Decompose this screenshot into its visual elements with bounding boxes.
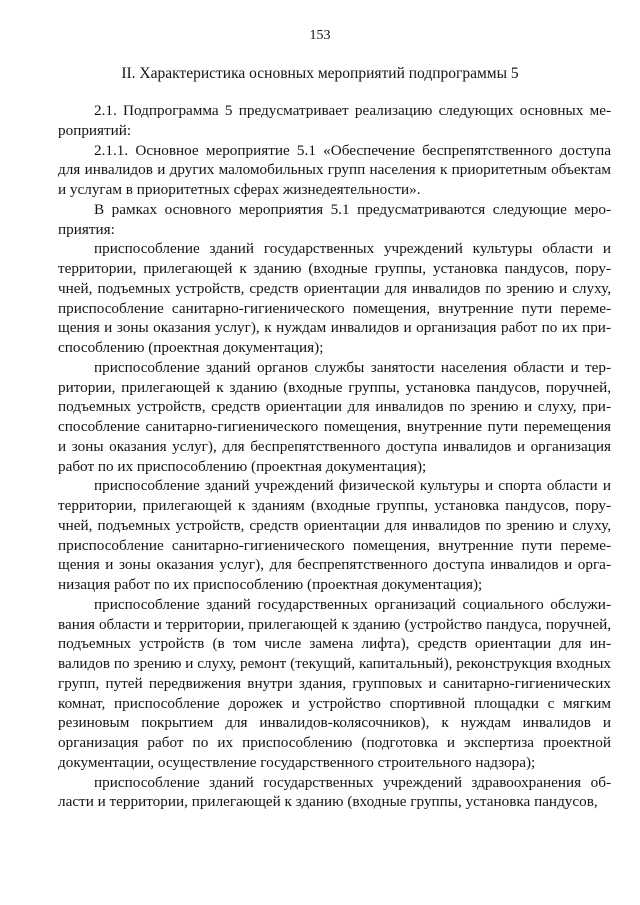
paragraph-employment-buildings: приспособление зданий органов службы занятости населения области и территории, прилегающей к зданию (входные группы, установка пандусов, поручней, подъемных устройств, средств ориентации для инвалидов по зрению и слуху, приспособление санитарно-гигиенического помещения, внутренние пути перемещения и зоны оказания услуг), для беспрепятственного доступа инвалидов и организация работ по их приспособлению (проектная документация);	[58, 358, 611, 475]
page-number: 153	[309, 28, 331, 43]
paragraph-2-1: 2.1. Подпрограмма 5 предусматривает реализацию следующих основных мероприятий:	[58, 102, 611, 139]
paragraph-culture-buildings: приспособление зданий государственных учреждений культуры области и территории, прилегающей к зданию (входные группы, установка пандусов, поручней, подъемных устройств, средств ориентации для инвалидов по зрению и слуху, приспособление санитарно-гигиенического помещения, внутренние пути перемещения и зоны оказания услуг), к нуждам инвалидов и организация работ по их приспособлению (проектная документация);	[58, 240, 611, 356]
section-heading: II. Характеристика основных мероприятий подпрограммы 5	[121, 65, 519, 82]
paragraph-2-1-1: 2.1.1. Основное мероприятие 5.1 «Обеспечение беспрепятственного доступа для инвалидов и других маломобильных групп населения к приоритетным объектам и услугам в приоритетных сферах жизнедеятельности».	[58, 141, 611, 198]
paragraph-measures-intro: В рамках основного мероприятия 5.1 предусматриваются следующие мероприятия:	[58, 200, 611, 238]
paragraph-social-service-buildings: приспособление зданий государственных организаций социального обслуживания области и территории, прилегающей к зданию (устройство пандуса, поручней, подъемных устройств (в том числе замена лифта), средств ориентации для инвалидов по зрению и слуху, ремонт (текущий, капитальный), реконструкция входных групп, путей передвижения внутри здания, групповых и санитарно-гигиенических комнат, приспособление дорожек и устройство спортивной площадки с мягким резиновым покрытием для инвалидов-колясочников), к нуждам инвалидов и организация работ по их приспособлению (подготовка и экспертиза проектной документации, осуществление государственного строительного надзора);	[58, 595, 611, 771]
paragraph-sport-buildings: приспособление зданий учреждений физической культуры и спорта области и территории, прилегающей к зданиям (входные группы, установка пандусов, поручней, подъемных устройств, средств ориентации для инвалидов по зрению и слуху, приспособление санитарно-гигиенического помещения, внутренние пути перемещения и зоны оказания услуг), для беспрепятственного доступа инвалидов и организация работ по их приспособлению (проектная документация);	[58, 477, 611, 593]
body-text	[58, 101, 611, 812]
paragraph-healthcare-buildings: приспособление зданий государственных учреждений здравоохранения области и территории, прилегающей к зданию (входные группы, установка пандусов,	[58, 773, 611, 811]
